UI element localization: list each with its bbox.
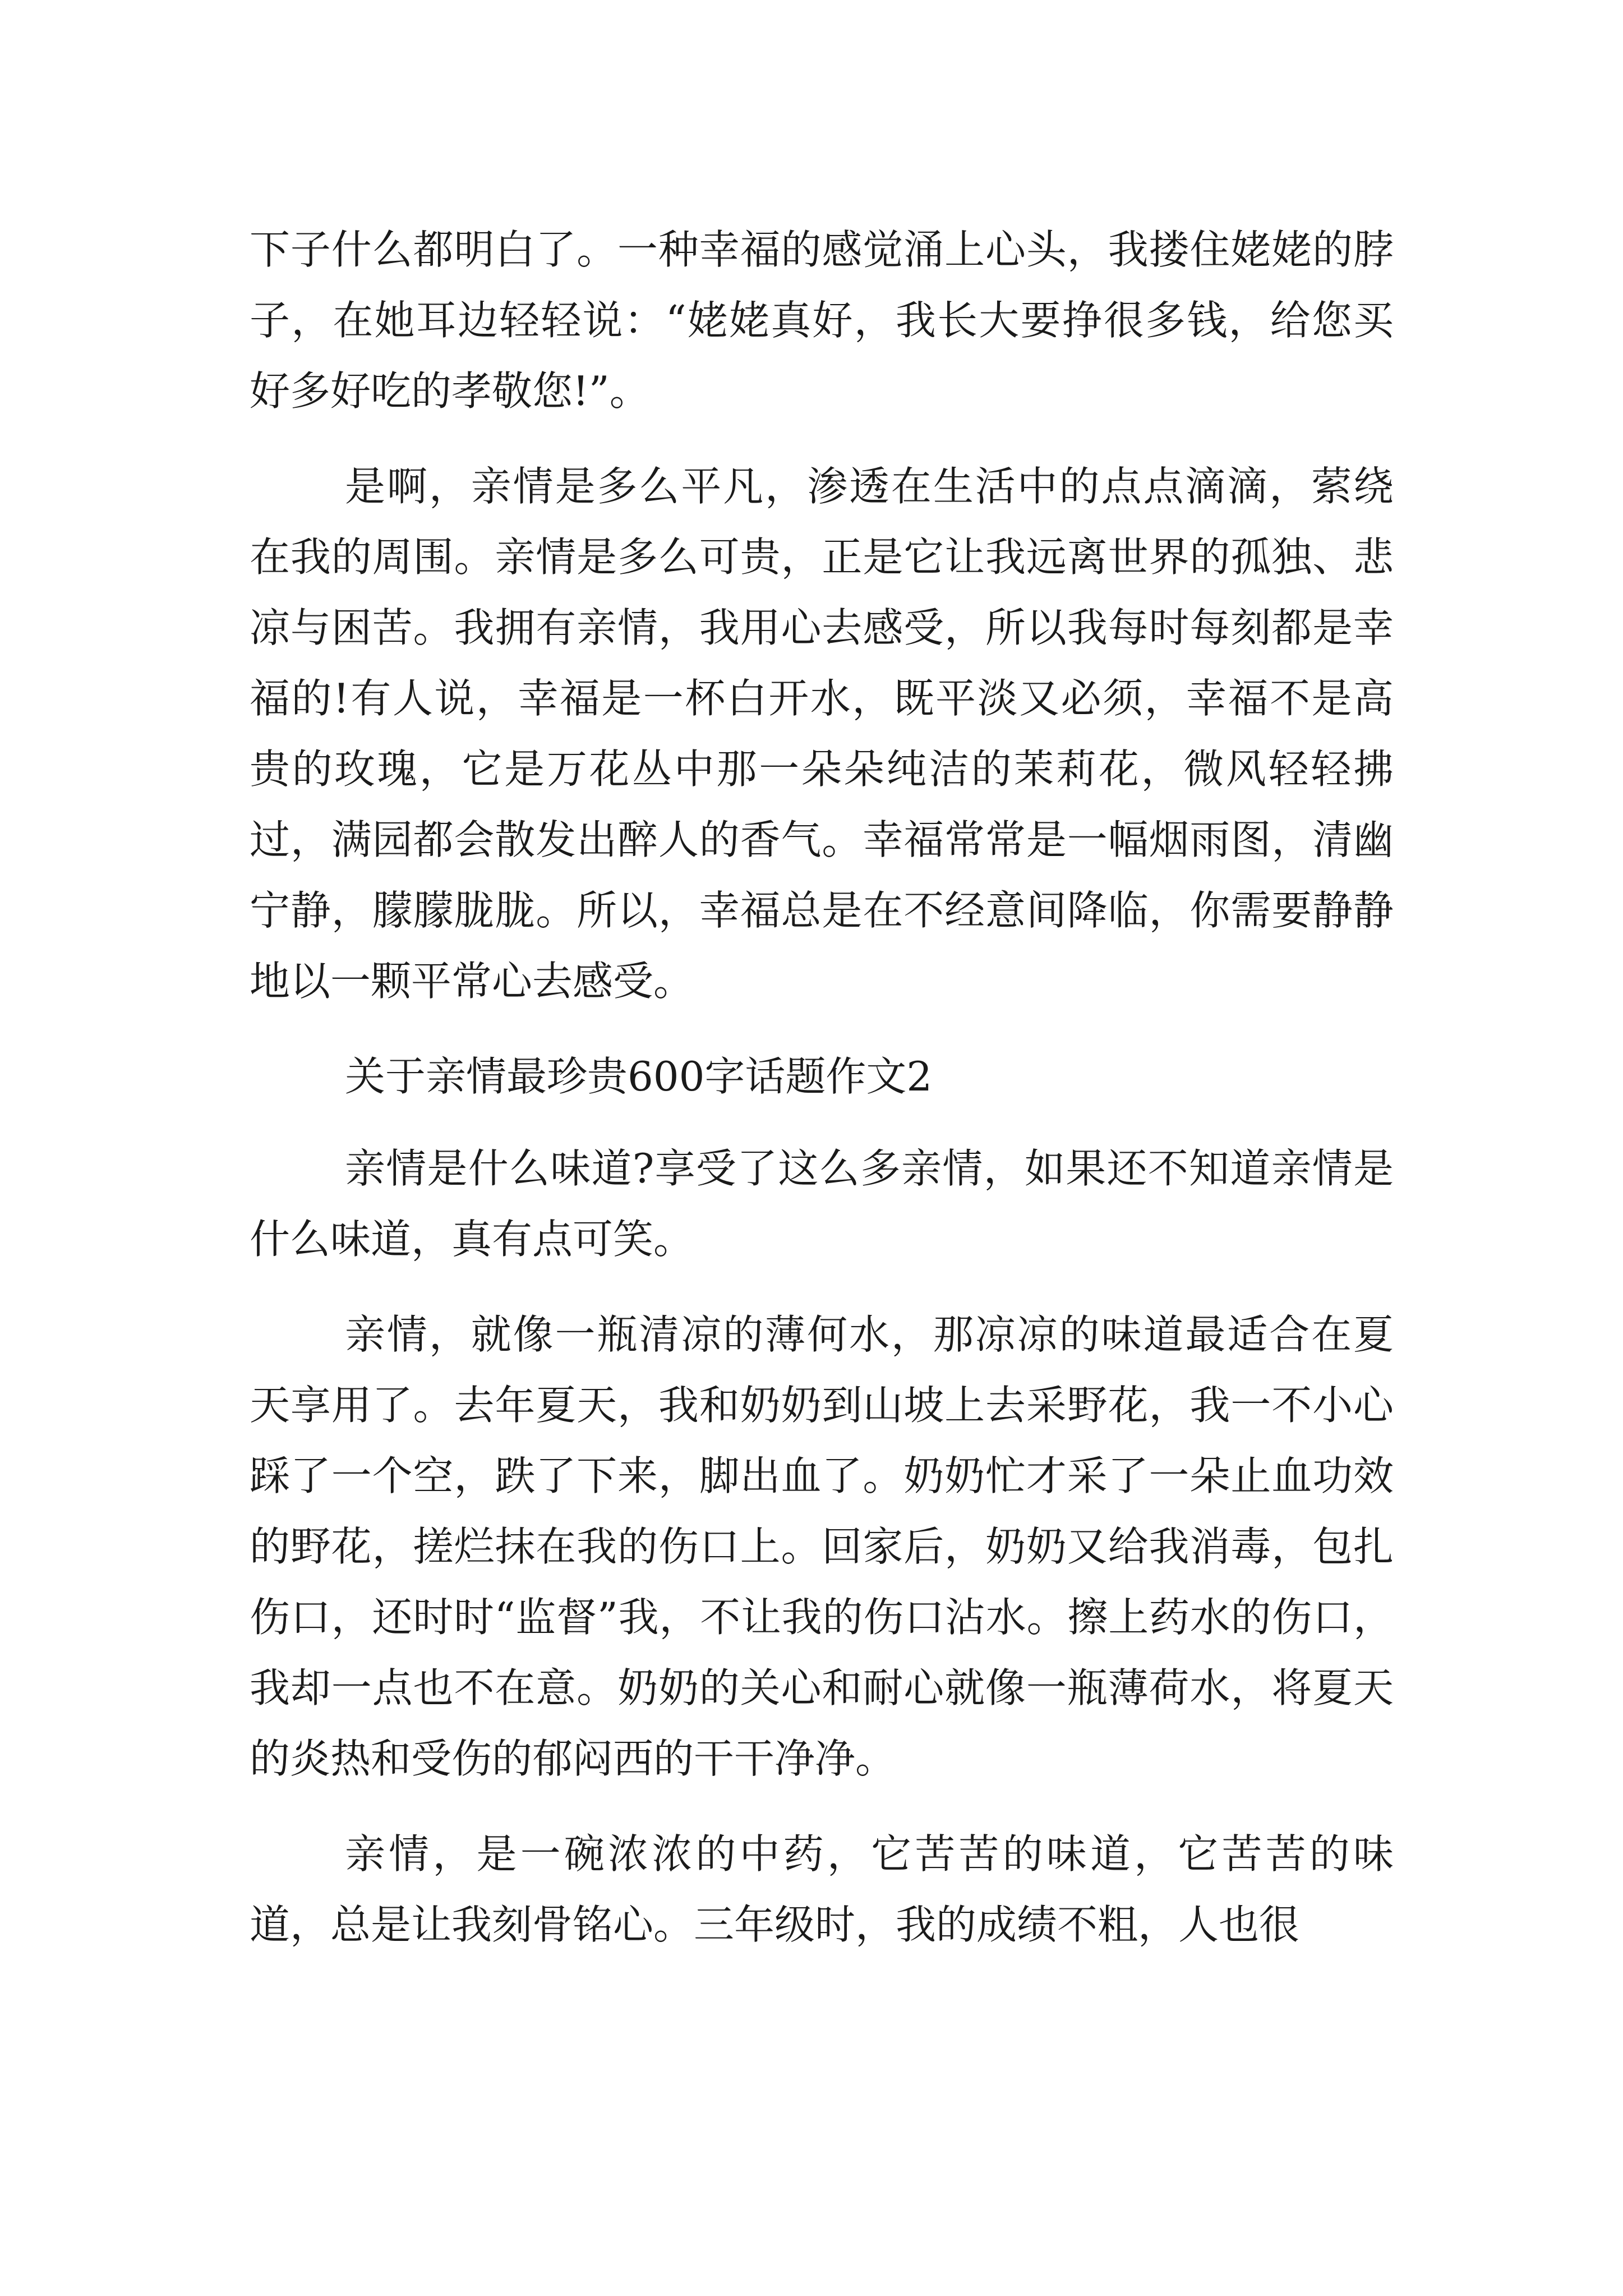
paragraph-3: 亲情是什么味道?享受了这么多亲情，如果还不知道亲情是什么味道，真有点可笑。 xyxy=(250,1145,1394,1263)
paragraph-2: 是啊，亲情是多么平凡，渗透在生活中的点点滴滴，萦绕在我的周围。亲情是多么可贵，正是它让我远离世界的孤独、悲凉与困苦。我拥有亲情，我用心去感受，所以我每时每刻都是幸福的!有人说，幸福是一杯白开水，既平淡又必须，幸福不是高贵的玫瑰，它是万花丛中那一朵朵纯洁的茉莉花，微风轻轻拂过，满园都会散发出醉人的香气。幸福常常是一幅烟雨图，清幽宁静，朦朦胧胧。所以，幸福总是在不经意间降临，你需要静静地以一颗平常心去感受。 xyxy=(250,463,1394,1005)
document-body xyxy=(250,214,1394,1985)
paragraph-1: 下子什么都明白了。一种幸福的感觉涌上心头，我搂住姥姥的脖子，在她耳边轻轻说：“姥姥真好，我长大要挣很多钱，给您买好多好吃的孝敬您!”。 xyxy=(250,226,1394,415)
essay-title-2: 关于亲情最珍贵600字话题作文2 xyxy=(345,1053,933,1100)
paragraph-4: 亲情，就像一瓶清凉的薄何水，那凉凉的味道最适合在夏天享用了。去年夏天，我和奶奶到山坡上去采野花，我一不小心踩了一个空，跌了下来，脚出血了。奶奶忙才采了一朵止血功效的野花，搓烂抹在我的伤口上。回家后，奶奶又给我消毒，包扎伤口，还时时“监督”我，不让我的伤口沾水。擦上药水的伤口，我却一点也不在意。奶奶的关心和耐心就像一瓶薄荷水，将夏天的炎热和受伤的郁闷西的干干净净。 xyxy=(250,1311,1394,1782)
paragraph-5: 亲情，是一碗浓浓的中药，它苦苦的味道，它苦苦的味道，总是让我刻骨铭心。三年级时，我的成绩不粗，人也很 xyxy=(250,1830,1394,1948)
